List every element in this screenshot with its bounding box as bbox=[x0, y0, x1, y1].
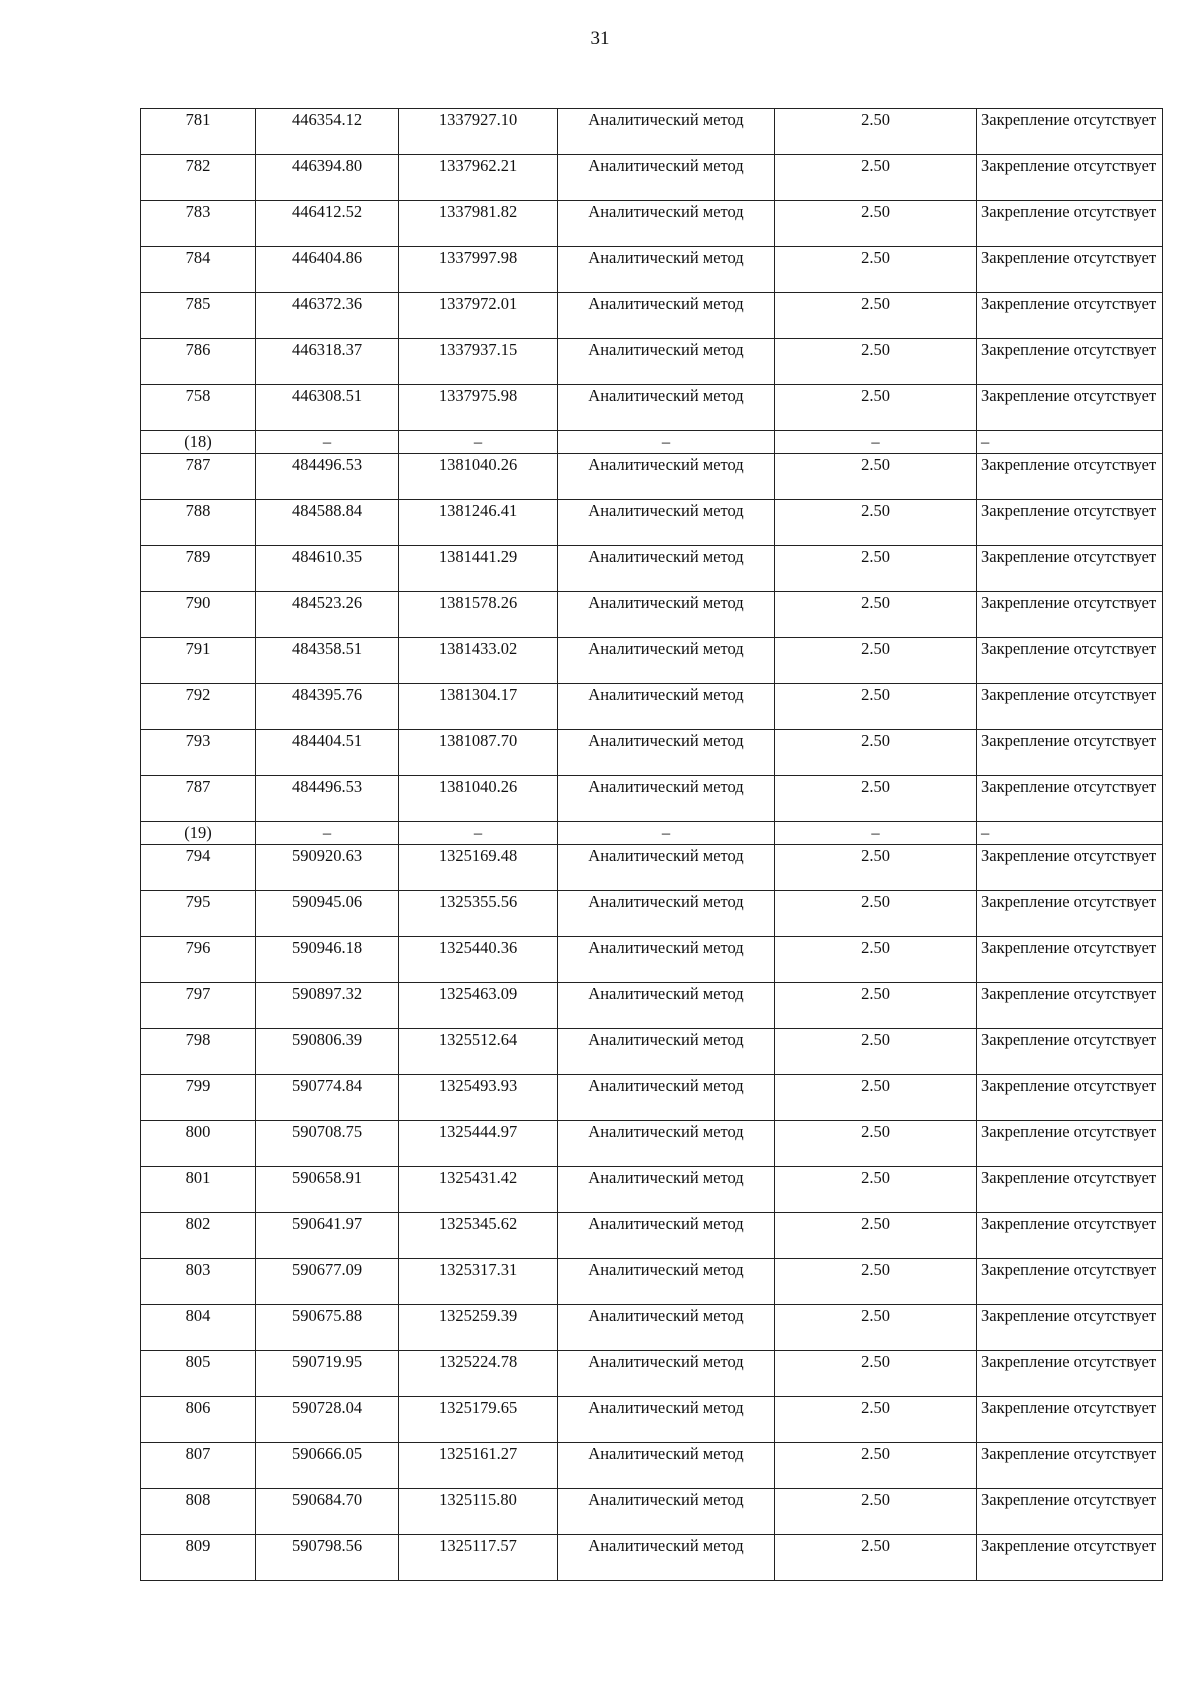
table-row bbox=[141, 1075, 1163, 1121]
method-cell: Аналитический метод bbox=[558, 1351, 775, 1397]
point-number-cell: 758 bbox=[141, 385, 256, 431]
x-coordinate-cell: 590658.91 bbox=[256, 1167, 399, 1213]
x-coordinate-cell: 446318.37 bbox=[256, 339, 399, 385]
y-coordinate-cell: 1325169.48 bbox=[399, 845, 558, 891]
y-coordinate-cell: 1337937.15 bbox=[399, 339, 558, 385]
accuracy-cell: 2.50 bbox=[775, 201, 977, 247]
accuracy-cell: 2.50 bbox=[775, 983, 977, 1029]
accuracy-cell: 2.50 bbox=[775, 1351, 977, 1397]
note-cell: Закрепление отсутствует bbox=[977, 1213, 1163, 1259]
x-coordinate-cell: – bbox=[256, 822, 399, 845]
table-row bbox=[141, 983, 1163, 1029]
note-cell: Закрепление отсутствует bbox=[977, 1029, 1163, 1075]
x-coordinate-cell: 484610.35 bbox=[256, 546, 399, 592]
point-number-cell: 794 bbox=[141, 845, 256, 891]
x-coordinate-cell: 446394.80 bbox=[256, 155, 399, 201]
point-number-cell: (18) bbox=[141, 431, 256, 454]
accuracy-cell: 2.50 bbox=[775, 247, 977, 293]
point-number-cell: 793 bbox=[141, 730, 256, 776]
accuracy-cell: 2.50 bbox=[775, 1121, 977, 1167]
note-cell: – bbox=[977, 822, 1163, 845]
table-row bbox=[141, 592, 1163, 638]
method-cell: Аналитический метод bbox=[558, 1121, 775, 1167]
accuracy-cell: 2.50 bbox=[775, 385, 977, 431]
coordinates-table-body bbox=[141, 109, 1163, 1581]
x-coordinate-cell: 590946.18 bbox=[256, 937, 399, 983]
note-cell: Закрепление отсутствует bbox=[977, 730, 1163, 776]
accuracy-cell: – bbox=[775, 822, 977, 845]
accuracy-cell: 2.50 bbox=[775, 500, 977, 546]
y-coordinate-cell: 1337981.82 bbox=[399, 201, 558, 247]
accuracy-cell: 2.50 bbox=[775, 845, 977, 891]
method-cell: Аналитический метод bbox=[558, 730, 775, 776]
y-coordinate-cell: 1325179.65 bbox=[399, 1397, 558, 1443]
y-coordinate-cell: 1325512.64 bbox=[399, 1029, 558, 1075]
note-cell: Закрепление отсутствует bbox=[977, 592, 1163, 638]
method-cell: Аналитический метод bbox=[558, 1259, 775, 1305]
table-row bbox=[141, 1167, 1163, 1213]
table-row bbox=[141, 1489, 1163, 1535]
point-number-cell: 809 bbox=[141, 1535, 256, 1581]
method-cell: Аналитический метод bbox=[558, 546, 775, 592]
table-row bbox=[141, 293, 1163, 339]
y-coordinate-cell: 1381040.26 bbox=[399, 776, 558, 822]
accuracy-cell: 2.50 bbox=[775, 1489, 977, 1535]
x-coordinate-cell: 590806.39 bbox=[256, 1029, 399, 1075]
table-row bbox=[141, 1305, 1163, 1351]
y-coordinate-cell: 1325115.80 bbox=[399, 1489, 558, 1535]
table-row bbox=[141, 845, 1163, 891]
point-number-cell: 781 bbox=[141, 109, 256, 155]
method-cell: Аналитический метод bbox=[558, 454, 775, 500]
x-coordinate-cell: 590774.84 bbox=[256, 1075, 399, 1121]
point-number-cell: 788 bbox=[141, 500, 256, 546]
note-cell: Закрепление отсутствует bbox=[977, 891, 1163, 937]
point-number-cell: 804 bbox=[141, 1305, 256, 1351]
note-cell: Закрепление отсутствует bbox=[977, 983, 1163, 1029]
coordinates-table bbox=[140, 108, 1163, 1581]
table-row bbox=[141, 891, 1163, 937]
table-row bbox=[141, 1121, 1163, 1167]
x-coordinate-cell: 446354.12 bbox=[256, 109, 399, 155]
table-row bbox=[141, 1259, 1163, 1305]
note-cell: Закрепление отсутствует bbox=[977, 937, 1163, 983]
x-coordinate-cell: 446308.51 bbox=[256, 385, 399, 431]
table-row bbox=[141, 155, 1163, 201]
point-number-cell: 792 bbox=[141, 684, 256, 730]
method-cell: Аналитический метод bbox=[558, 1305, 775, 1351]
accuracy-cell: 2.50 bbox=[775, 1397, 977, 1443]
note-cell: Закрепление отсутствует bbox=[977, 1121, 1163, 1167]
point-number-cell: 787 bbox=[141, 776, 256, 822]
point-number-cell: 784 bbox=[141, 247, 256, 293]
y-coordinate-cell: 1381441.29 bbox=[399, 546, 558, 592]
table-row bbox=[141, 638, 1163, 684]
note-cell: Закрепление отсутствует bbox=[977, 500, 1163, 546]
note-cell: Закрепление отсутствует bbox=[977, 293, 1163, 339]
point-number-cell: 786 bbox=[141, 339, 256, 385]
y-coordinate-cell: 1325463.09 bbox=[399, 983, 558, 1029]
note-cell: Закрепление отсутствует bbox=[977, 1167, 1163, 1213]
accuracy-cell: 2.50 bbox=[775, 1029, 977, 1075]
point-number-cell: 805 bbox=[141, 1351, 256, 1397]
point-number-cell: 798 bbox=[141, 1029, 256, 1075]
method-cell: Аналитический метод bbox=[558, 1535, 775, 1581]
accuracy-cell: 2.50 bbox=[775, 638, 977, 684]
point-number-cell: 807 bbox=[141, 1443, 256, 1489]
note-cell: Закрепление отсутствует bbox=[977, 109, 1163, 155]
accuracy-cell: 2.50 bbox=[775, 155, 977, 201]
table-row bbox=[141, 247, 1163, 293]
table-row bbox=[141, 1397, 1163, 1443]
point-number-cell: 803 bbox=[141, 1259, 256, 1305]
table-row bbox=[141, 937, 1163, 983]
table-row bbox=[141, 1213, 1163, 1259]
x-coordinate-cell: 590641.97 bbox=[256, 1213, 399, 1259]
x-coordinate-cell: 446412.52 bbox=[256, 201, 399, 247]
method-cell: Аналитический метод bbox=[558, 937, 775, 983]
y-coordinate-cell: 1325444.97 bbox=[399, 1121, 558, 1167]
point-number-cell: 801 bbox=[141, 1167, 256, 1213]
method-cell: Аналитический метод bbox=[558, 385, 775, 431]
note-cell: Закрепление отсутствует bbox=[977, 201, 1163, 247]
x-coordinate-cell: 446404.86 bbox=[256, 247, 399, 293]
accuracy-cell: 2.50 bbox=[775, 1213, 977, 1259]
point-number-cell: 796 bbox=[141, 937, 256, 983]
accuracy-cell: 2.50 bbox=[775, 1535, 977, 1581]
method-cell: – bbox=[558, 431, 775, 454]
y-coordinate-cell: 1325440.36 bbox=[399, 937, 558, 983]
method-cell: Аналитический метод bbox=[558, 638, 775, 684]
point-number-cell: 791 bbox=[141, 638, 256, 684]
point-number-cell: 797 bbox=[141, 983, 256, 1029]
x-coordinate-cell: – bbox=[256, 431, 399, 454]
method-cell: Аналитический метод bbox=[558, 845, 775, 891]
method-cell: Аналитический метод bbox=[558, 1489, 775, 1535]
x-coordinate-cell: 484404.51 bbox=[256, 730, 399, 776]
method-cell: Аналитический метод bbox=[558, 247, 775, 293]
method-cell: Аналитический метод bbox=[558, 592, 775, 638]
method-cell: Аналитический метод bbox=[558, 983, 775, 1029]
y-coordinate-cell: – bbox=[399, 431, 558, 454]
x-coordinate-cell: 590798.56 bbox=[256, 1535, 399, 1581]
y-coordinate-cell: 1325355.56 bbox=[399, 891, 558, 937]
y-coordinate-cell: 1325317.31 bbox=[399, 1259, 558, 1305]
table-row bbox=[141, 684, 1163, 730]
point-number-cell: 802 bbox=[141, 1213, 256, 1259]
accuracy-cell: 2.50 bbox=[775, 1443, 977, 1489]
point-number-cell: 799 bbox=[141, 1075, 256, 1121]
point-number-cell: 790 bbox=[141, 592, 256, 638]
accuracy-cell: 2.50 bbox=[775, 339, 977, 385]
x-coordinate-cell: 590920.63 bbox=[256, 845, 399, 891]
note-cell: Закрепление отсутствует bbox=[977, 1443, 1163, 1489]
accuracy-cell: 2.50 bbox=[775, 293, 977, 339]
y-coordinate-cell: 1325493.93 bbox=[399, 1075, 558, 1121]
table-row bbox=[141, 1351, 1163, 1397]
contour-separator-row bbox=[141, 822, 1163, 845]
method-cell: Аналитический метод bbox=[558, 684, 775, 730]
y-coordinate-cell: 1381246.41 bbox=[399, 500, 558, 546]
note-cell: Закрепление отсутствует bbox=[977, 1489, 1163, 1535]
table-row bbox=[141, 385, 1163, 431]
note-cell: Закрепление отсутствует bbox=[977, 684, 1163, 730]
y-coordinate-cell: 1381433.02 bbox=[399, 638, 558, 684]
x-coordinate-cell: 484496.53 bbox=[256, 776, 399, 822]
y-coordinate-cell: 1325117.57 bbox=[399, 1535, 558, 1581]
method-cell: Аналитический метод bbox=[558, 1167, 775, 1213]
x-coordinate-cell: 590719.95 bbox=[256, 1351, 399, 1397]
y-coordinate-cell: 1337997.98 bbox=[399, 247, 558, 293]
note-cell: Закрепление отсутствует bbox=[977, 155, 1163, 201]
method-cell: Аналитический метод bbox=[558, 339, 775, 385]
note-cell: – bbox=[977, 431, 1163, 454]
accuracy-cell: 2.50 bbox=[775, 1075, 977, 1121]
y-coordinate-cell: 1381304.17 bbox=[399, 684, 558, 730]
note-cell: Закрепление отсутствует bbox=[977, 454, 1163, 500]
method-cell: Аналитический метод bbox=[558, 155, 775, 201]
page-number: 31 bbox=[590, 28, 610, 49]
point-number-cell: 789 bbox=[141, 546, 256, 592]
method-cell: Аналитический метод bbox=[558, 293, 775, 339]
accuracy-cell: 2.50 bbox=[775, 776, 977, 822]
point-number-cell: 800 bbox=[141, 1121, 256, 1167]
table-row bbox=[141, 454, 1163, 500]
note-cell: Закрепление отсутствует bbox=[977, 845, 1163, 891]
y-coordinate-cell: 1325259.39 bbox=[399, 1305, 558, 1351]
note-cell: Закрепление отсутствует bbox=[977, 1075, 1163, 1121]
note-cell: Закрепление отсутствует bbox=[977, 1397, 1163, 1443]
table-row bbox=[141, 1443, 1163, 1489]
accuracy-cell: 2.50 bbox=[775, 937, 977, 983]
table-row bbox=[141, 1535, 1163, 1581]
method-cell: Аналитический метод bbox=[558, 891, 775, 937]
note-cell: Закрепление отсутствует bbox=[977, 1259, 1163, 1305]
note-cell: Закрепление отсутствует bbox=[977, 776, 1163, 822]
method-cell: Аналитический метод bbox=[558, 109, 775, 155]
table-row bbox=[141, 109, 1163, 155]
accuracy-cell: 2.50 bbox=[775, 1259, 977, 1305]
table-row bbox=[141, 1029, 1163, 1075]
y-coordinate-cell: 1337975.98 bbox=[399, 385, 558, 431]
accuracy-cell: 2.50 bbox=[775, 454, 977, 500]
x-coordinate-cell: 590677.09 bbox=[256, 1259, 399, 1305]
note-cell: Закрепление отсутствует bbox=[977, 638, 1163, 684]
note-cell: Закрепление отсутствует bbox=[977, 339, 1163, 385]
accuracy-cell: 2.50 bbox=[775, 730, 977, 776]
y-coordinate-cell: 1337972.01 bbox=[399, 293, 558, 339]
method-cell: Аналитический метод bbox=[558, 500, 775, 546]
x-coordinate-cell: 484358.51 bbox=[256, 638, 399, 684]
x-coordinate-cell: 484523.26 bbox=[256, 592, 399, 638]
method-cell: Аналитический метод bbox=[558, 1029, 775, 1075]
table-row bbox=[141, 730, 1163, 776]
method-cell: Аналитический метод bbox=[558, 776, 775, 822]
y-coordinate-cell: 1325431.42 bbox=[399, 1167, 558, 1213]
x-coordinate-cell: 590945.06 bbox=[256, 891, 399, 937]
method-cell: Аналитический метод bbox=[558, 1443, 775, 1489]
method-cell: Аналитический метод bbox=[558, 1075, 775, 1121]
y-coordinate-cell: 1381578.26 bbox=[399, 592, 558, 638]
accuracy-cell: 2.50 bbox=[775, 592, 977, 638]
point-number-cell: 795 bbox=[141, 891, 256, 937]
method-cell: Аналитический метод bbox=[558, 1397, 775, 1443]
y-coordinate-cell: 1381087.70 bbox=[399, 730, 558, 776]
accuracy-cell: 2.50 bbox=[775, 684, 977, 730]
y-coordinate-cell: 1381040.26 bbox=[399, 454, 558, 500]
x-coordinate-cell: 446372.36 bbox=[256, 293, 399, 339]
note-cell: Закрепление отсутствует bbox=[977, 546, 1163, 592]
point-number-cell: 785 bbox=[141, 293, 256, 339]
y-coordinate-cell: 1325224.78 bbox=[399, 1351, 558, 1397]
method-cell: – bbox=[558, 822, 775, 845]
table-row bbox=[141, 546, 1163, 592]
contour-separator-row bbox=[141, 431, 1163, 454]
table-row bbox=[141, 776, 1163, 822]
point-number-cell: 783 bbox=[141, 201, 256, 247]
point-number-cell: (19) bbox=[141, 822, 256, 845]
point-number-cell: 787 bbox=[141, 454, 256, 500]
accuracy-cell: 2.50 bbox=[775, 1305, 977, 1351]
y-coordinate-cell: 1325345.62 bbox=[399, 1213, 558, 1259]
note-cell: Закрепление отсутствует bbox=[977, 1305, 1163, 1351]
accuracy-cell: – bbox=[775, 431, 977, 454]
x-coordinate-cell: 590708.75 bbox=[256, 1121, 399, 1167]
point-number-cell: 782 bbox=[141, 155, 256, 201]
accuracy-cell: 2.50 bbox=[775, 1167, 977, 1213]
y-coordinate-cell: 1325161.27 bbox=[399, 1443, 558, 1489]
table-row bbox=[141, 500, 1163, 546]
x-coordinate-cell: 484588.84 bbox=[256, 500, 399, 546]
x-coordinate-cell: 484395.76 bbox=[256, 684, 399, 730]
accuracy-cell: 2.50 bbox=[775, 891, 977, 937]
accuracy-cell: 2.50 bbox=[775, 546, 977, 592]
note-cell: Закрепление отсутствует bbox=[977, 385, 1163, 431]
x-coordinate-cell: 590684.70 bbox=[256, 1489, 399, 1535]
x-coordinate-cell: 590728.04 bbox=[256, 1397, 399, 1443]
x-coordinate-cell: 590675.88 bbox=[256, 1305, 399, 1351]
method-cell: Аналитический метод bbox=[558, 201, 775, 247]
note-cell: Закрепление отсутствует bbox=[977, 247, 1163, 293]
table-row bbox=[141, 201, 1163, 247]
accuracy-cell: 2.50 bbox=[775, 109, 977, 155]
x-coordinate-cell: 590666.05 bbox=[256, 1443, 399, 1489]
y-coordinate-cell: 1337962.21 bbox=[399, 155, 558, 201]
note-cell: Закрепление отсутствует bbox=[977, 1351, 1163, 1397]
method-cell: Аналитический метод bbox=[558, 1213, 775, 1259]
point-number-cell: 806 bbox=[141, 1397, 256, 1443]
point-number-cell: 808 bbox=[141, 1489, 256, 1535]
table-row bbox=[141, 339, 1163, 385]
x-coordinate-cell: 484496.53 bbox=[256, 454, 399, 500]
x-coordinate-cell: 590897.32 bbox=[256, 983, 399, 1029]
y-coordinate-cell: – bbox=[399, 822, 558, 845]
y-coordinate-cell: 1337927.10 bbox=[399, 109, 558, 155]
note-cell: Закрепление отсутствует bbox=[977, 1535, 1163, 1581]
